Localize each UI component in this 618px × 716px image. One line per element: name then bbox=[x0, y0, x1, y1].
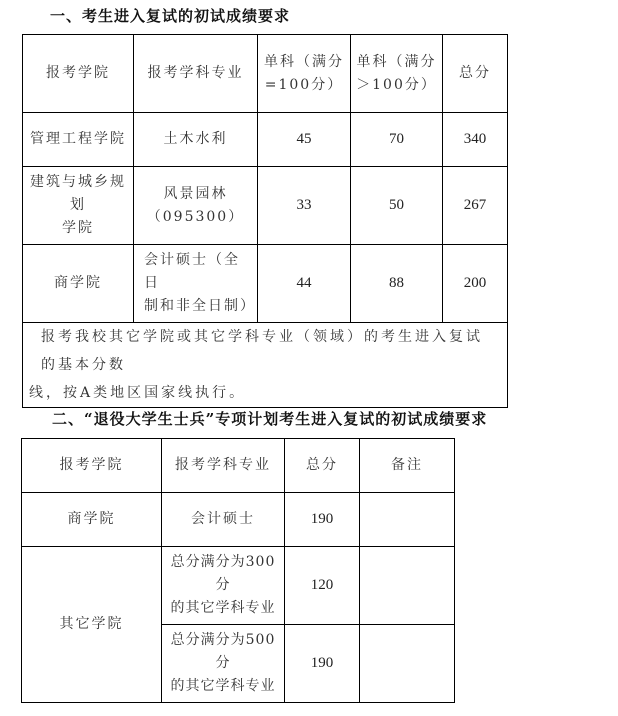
header-single-100-line2: =100分） bbox=[264, 76, 344, 93]
cell-major bbox=[134, 167, 258, 245]
cell-total: 267 bbox=[443, 167, 508, 245]
header-college: 报考学院 bbox=[22, 439, 162, 493]
cell-total: 340 bbox=[443, 113, 508, 167]
initial-score-requirements-table bbox=[22, 34, 508, 408]
cell-college-line2: 学院 bbox=[62, 220, 94, 236]
cell-single-100: 33 bbox=[258, 167, 351, 245]
table-row bbox=[23, 245, 508, 323]
table-header-row bbox=[22, 439, 455, 493]
cell-major-line1: 总分满分为500分 bbox=[170, 632, 276, 671]
header-single-gt100-line2: ＞100分） bbox=[356, 76, 437, 93]
veteran-score-requirements-table bbox=[21, 438, 455, 703]
cell-major bbox=[134, 245, 258, 323]
cell-remark bbox=[360, 547, 455, 625]
cell-college: 商学院 bbox=[22, 493, 162, 547]
header-major: 报考学科专业 bbox=[134, 35, 258, 113]
table-header-row bbox=[23, 35, 508, 113]
cell-major-line1: 总分满分为300分 bbox=[170, 554, 276, 593]
table-row bbox=[23, 167, 508, 245]
cell-total: 120 bbox=[285, 547, 360, 625]
cell-single-gt100: 70 bbox=[351, 113, 443, 167]
cell-college: 商学院 bbox=[23, 245, 134, 323]
header-remark: 备注 bbox=[360, 439, 455, 493]
header-single-gt100 bbox=[351, 35, 443, 113]
cell-major-line1: 会计硕士（全日 bbox=[144, 252, 240, 291]
header-single-gt100-line1: 单科（满分 bbox=[356, 53, 437, 70]
section2-title: 二、“退役大学生士兵”专项计划考生进入复试的初试成绩要求 bbox=[52, 410, 488, 428]
cell-total: 190 bbox=[285, 625, 360, 703]
cell-major: 会计硕士 bbox=[162, 493, 285, 547]
table-row bbox=[22, 493, 455, 547]
cell-major-line2: （095300） bbox=[146, 208, 245, 225]
note-text bbox=[23, 323, 508, 408]
cell-college: 管理工程学院 bbox=[23, 113, 134, 167]
cell-college bbox=[23, 167, 134, 245]
cell-remark bbox=[360, 625, 455, 703]
header-major: 报考学科专业 bbox=[162, 439, 285, 493]
cell-college: 其它学院 bbox=[22, 547, 162, 703]
note-line1: 报考我校其它学院或其它学科专业（领域）的考生进入复试的基本分数 bbox=[41, 329, 483, 373]
cell-major-line2: 的其它学科专业 bbox=[170, 678, 276, 694]
header-college: 报考学院 bbox=[23, 35, 134, 113]
cell-single-100: 44 bbox=[258, 245, 351, 323]
cell-major: 土木水利 bbox=[134, 113, 258, 167]
header-single-100 bbox=[258, 35, 351, 113]
cell-single-100: 45 bbox=[258, 113, 351, 167]
cell-major bbox=[162, 625, 285, 703]
cell-major-line1: 风景园林 bbox=[163, 185, 228, 202]
cell-college-line1: 建筑与城乡规划 bbox=[30, 174, 126, 213]
cell-single-gt100: 50 bbox=[351, 167, 443, 245]
cell-major-line2: 的其它学科专业 bbox=[170, 600, 276, 616]
cell-major bbox=[162, 547, 285, 625]
cell-single-gt100: 88 bbox=[351, 245, 443, 323]
cell-major-line2: 制和非全日制） bbox=[144, 298, 256, 314]
note-line2: 线，按A类地区国家线执行。 bbox=[29, 385, 247, 401]
note-row bbox=[23, 323, 508, 408]
header-total: 总分 bbox=[443, 35, 508, 113]
cell-total: 200 bbox=[443, 245, 508, 323]
section1-title: 一、考生进入复试的初试成绩要求 bbox=[50, 7, 291, 25]
cell-remark bbox=[360, 493, 455, 547]
table-row bbox=[22, 547, 455, 625]
header-total: 总分 bbox=[285, 439, 360, 493]
cell-total: 190 bbox=[285, 493, 360, 547]
header-single-100-line1: 单科（满分 bbox=[264, 53, 344, 70]
table-row bbox=[23, 113, 508, 167]
